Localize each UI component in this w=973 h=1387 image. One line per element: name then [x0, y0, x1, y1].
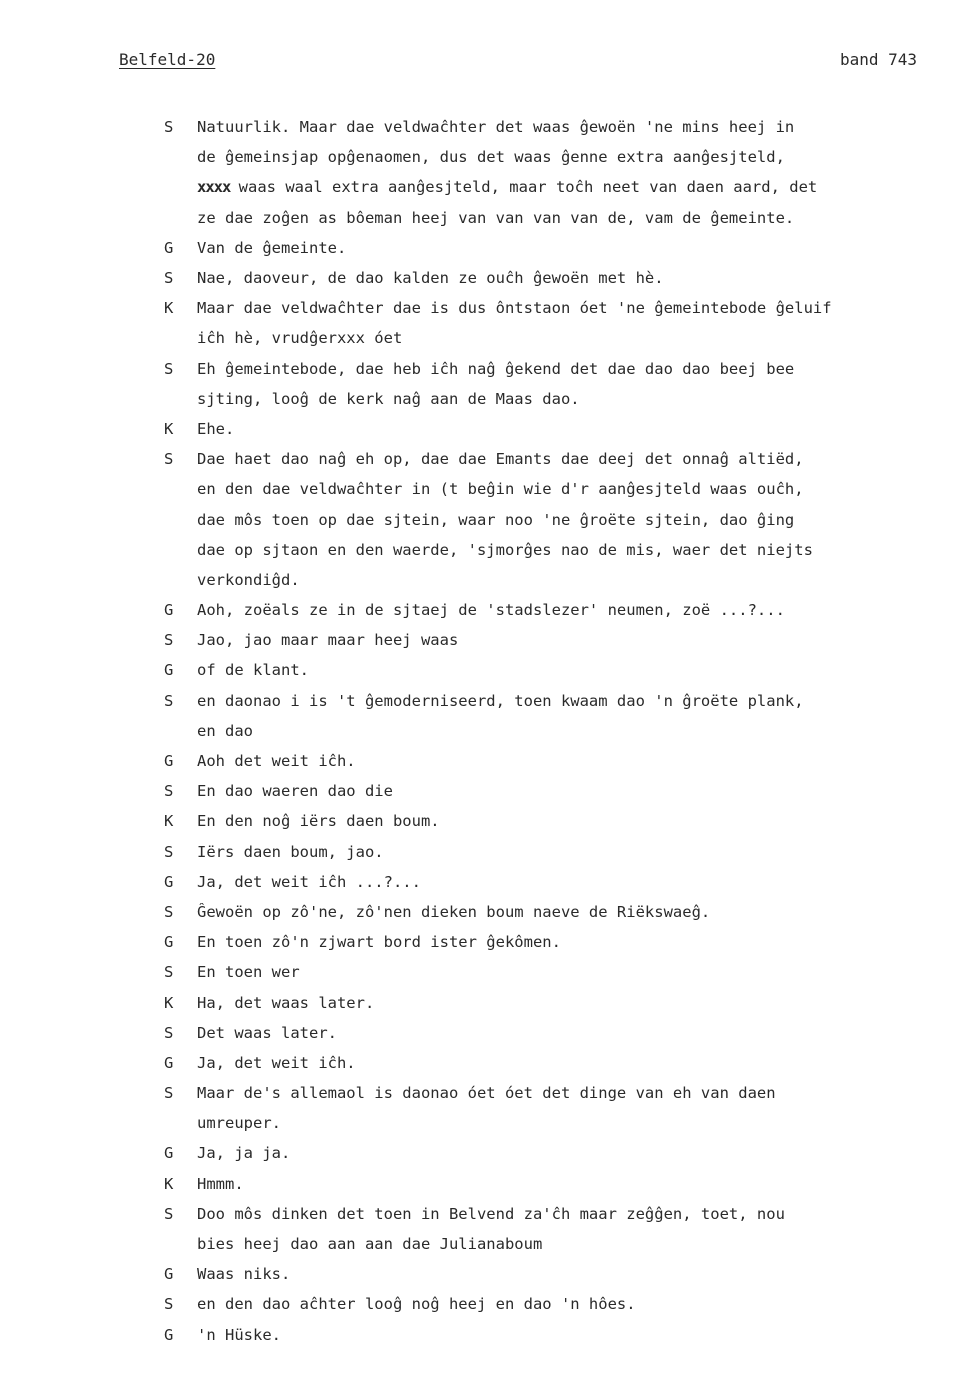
- transcript-line: [164, 837, 924, 867]
- transcript-line: [164, 535, 924, 565]
- speaker-label: G: [164, 1053, 174, 1072]
- transcript-line: [164, 1320, 924, 1350]
- speaker-label: S: [164, 269, 174, 288]
- utterance-text: En dao waeren dao die: [197, 782, 393, 801]
- utterance-text: Hmmm.: [197, 1174, 244, 1193]
- speaker-label: S: [164, 1295, 174, 1314]
- speaker-label: S: [164, 1023, 174, 1042]
- transcript-line: [164, 987, 924, 1017]
- utterance-text: verkondiĝd.: [197, 570, 300, 589]
- speaker-label: K: [164, 1174, 174, 1193]
- speaker-label: S: [164, 782, 174, 801]
- transcript-line: [164, 1108, 924, 1138]
- utterance-text: Maar dae veldwaĉhter dae is dus ôntstaon óet 'ne ĝemeintebode ĝeluif: [197, 299, 832, 318]
- speaker-label: K: [164, 993, 174, 1012]
- speaker-label: S: [164, 963, 174, 982]
- document-reference: Belfeld-20: [119, 50, 216, 69]
- utterance-text: Det waas later.: [197, 1023, 337, 1042]
- transcript-line: [164, 233, 924, 263]
- utterance-text: Waas niks.: [197, 1265, 291, 1284]
- transcript-line: [164, 1199, 924, 1229]
- utterance-text: en den dae veldwaĉhter in (t beĝin wie d'r aanĝesjteld waas ouĉh,: [197, 480, 804, 499]
- speaker-label: G: [164, 601, 174, 620]
- transcript-line: [164, 776, 924, 806]
- transcript-line: [164, 655, 924, 685]
- speaker-label: G: [164, 238, 174, 257]
- utterance-text: of de klant.: [197, 661, 309, 680]
- transcript-line: [164, 504, 924, 534]
- transcript-line: [164, 806, 924, 836]
- utterance-text: Ehe.: [197, 419, 235, 438]
- utterance-text: Doo môs dinken det toen in Belvend za'ĉh maar zeĝĝen, toet, nou: [197, 1204, 785, 1223]
- transcript-line: [164, 203, 924, 233]
- speaker-label: G: [164, 872, 174, 891]
- utterance-text: Van de ĝemeinte.: [197, 238, 347, 257]
- speaker-label: K: [164, 812, 174, 831]
- utterance-text: En toen wer: [197, 963, 300, 982]
- utterance-text: Ha, det waas later.: [197, 993, 375, 1012]
- transcript: [164, 112, 924, 1350]
- utterance-text: de ĝemeinsjap opĝenaomen, dus det waas ĝenne extra aanĝesjteld,: [197, 148, 785, 167]
- transcript-line: [164, 897, 924, 927]
- transcript-line: [164, 1229, 924, 1259]
- transcript-line: [164, 867, 924, 897]
- utterance-text: En den noĝ iërs daen boum.: [197, 812, 440, 831]
- speaker-label: S: [164, 691, 174, 710]
- utterance-text: [197, 178, 924, 196]
- utterance-text: Maar de's allemaol is daonao óet óet det dinge van eh van daen: [197, 1084, 776, 1103]
- utterance-text: en dao: [197, 721, 253, 740]
- utterance-text: Ja, det weit iĉh ...?...: [197, 872, 421, 891]
- utterance-text: Eh ĝemeintebode, dae heb iĉh naĝ ĝekend det dae dao dao beej bee: [197, 359, 795, 378]
- utterance-text: Dae haet dao naĝ eh op, dae dae Emants dae deej det onnaĝ altiëd,: [197, 450, 804, 469]
- transcript-line: [164, 474, 924, 504]
- transcript-line: [164, 1259, 924, 1289]
- transcript-line: [164, 1018, 924, 1048]
- speaker-label: K: [164, 299, 174, 318]
- transcript-line: [164, 263, 924, 293]
- utterance-text: Iërs daen boum, jao.: [197, 842, 384, 861]
- utterance-text: iĉh hè, vrudĝerxxx óet: [197, 329, 403, 348]
- utterance-text: sjting, looĝ de kerk naĝ aan de Maas dao.: [197, 389, 580, 408]
- transcript-line: [164, 625, 924, 655]
- transcript-line: [164, 1048, 924, 1078]
- transcript-line: [164, 142, 924, 172]
- utterance-text: Natuurlik. Maar dae veldwaĉhter det waas ĝewoën 'ne mins heej in: [197, 118, 795, 137]
- transcript-line: [164, 1289, 924, 1319]
- speaker-label: S: [164, 842, 174, 861]
- struck-out-word: xxxx: [197, 178, 239, 197]
- utterance-text: 'n Hüske.: [197, 1325, 281, 1344]
- transcript-line: [164, 414, 924, 444]
- utterance-text: en den dao aĉhter looĝ noĝ heej en dao 'n hôes.: [197, 1295, 636, 1314]
- speaker-label: S: [164, 631, 174, 650]
- transcript-line: [164, 384, 924, 414]
- utterance-text: Ja, ja ja.: [197, 1144, 291, 1163]
- transcript-line: [164, 595, 924, 625]
- speaker-label: S: [164, 1204, 174, 1223]
- speaker-label: G: [164, 1325, 174, 1344]
- speaker-label: G: [164, 661, 174, 680]
- transcript-line: [164, 1078, 924, 1108]
- transcript-line: [164, 1169, 924, 1199]
- transcript-line: [164, 323, 924, 353]
- utterance-text: Aoh, zoëals ze in de sjtaej de 'stadslezer' neumen, zoë ...?...: [197, 601, 785, 620]
- transcript-line: [164, 1138, 924, 1168]
- speaker-label: G: [164, 752, 174, 771]
- transcript-line: [164, 293, 924, 323]
- speaker-label: S: [164, 118, 174, 137]
- speaker-label: K: [164, 419, 174, 438]
- utterance-text: bies heej dao aan aan dae Julianaboum: [197, 1235, 543, 1254]
- speaker-label: G: [164, 1265, 174, 1284]
- speaker-label: S: [164, 902, 174, 921]
- utterance-text: En toen zô'n zjwart bord ister ĝekômen.: [197, 933, 561, 952]
- transcript-line: [164, 686, 924, 716]
- utterance-text: umreuper.: [197, 1114, 281, 1133]
- transcript-line: [164, 716, 924, 746]
- utterance-text: dae môs toen op dae sjtein, waar noo 'ne ĝroëte sjtein, dao ĝing: [197, 510, 795, 529]
- transcript-line: [164, 354, 924, 384]
- utterance-text: ze dae zoĝen as bôeman heej van van van van de, vam de ĝemeinte.: [197, 208, 795, 227]
- transcript-line: [164, 927, 924, 957]
- speaker-label: S: [164, 359, 174, 378]
- transcript-line: [164, 565, 924, 595]
- utterance-text: Jao, jao maar maar heej waas: [197, 631, 459, 650]
- transcript-line: [164, 112, 924, 142]
- utterance-text: dae op sjtaon en den waerde, 'sjmorĝes nao de mis, waer det niejts: [197, 540, 813, 559]
- utterance-text: Nae, daoveur, de dao kalden ze ouĉh ĝewoën met hè.: [197, 269, 664, 288]
- utterance-text: Aoh det weit iĉh.: [197, 752, 356, 771]
- utterance-text-rest: waas waal extra aanĝesjteld, maar toĉh neet van daen aard, det: [238, 178, 818, 197]
- transcript-line: [164, 444, 924, 474]
- speaker-label: G: [164, 1144, 174, 1163]
- utterance-text: en daonao i is 't ĝemoderniseerd, toen kwaam dao 'n ĝroëte plank,: [197, 691, 804, 710]
- utterance-text: Ĝewoën op zô'ne, zô'nen dieken boum naeve de Riëkswaeĝ.: [197, 902, 711, 921]
- utterance-text: Ja, det weit iĉh.: [197, 1053, 356, 1072]
- tape-number: band 743: [839, 50, 917, 69]
- speaker-label: S: [164, 1084, 174, 1103]
- speaker-label: G: [164, 933, 174, 952]
- transcript-line: [164, 746, 924, 776]
- speaker-label: S: [164, 450, 174, 469]
- transcript-line: [164, 957, 924, 987]
- transcript-line: [164, 172, 924, 202]
